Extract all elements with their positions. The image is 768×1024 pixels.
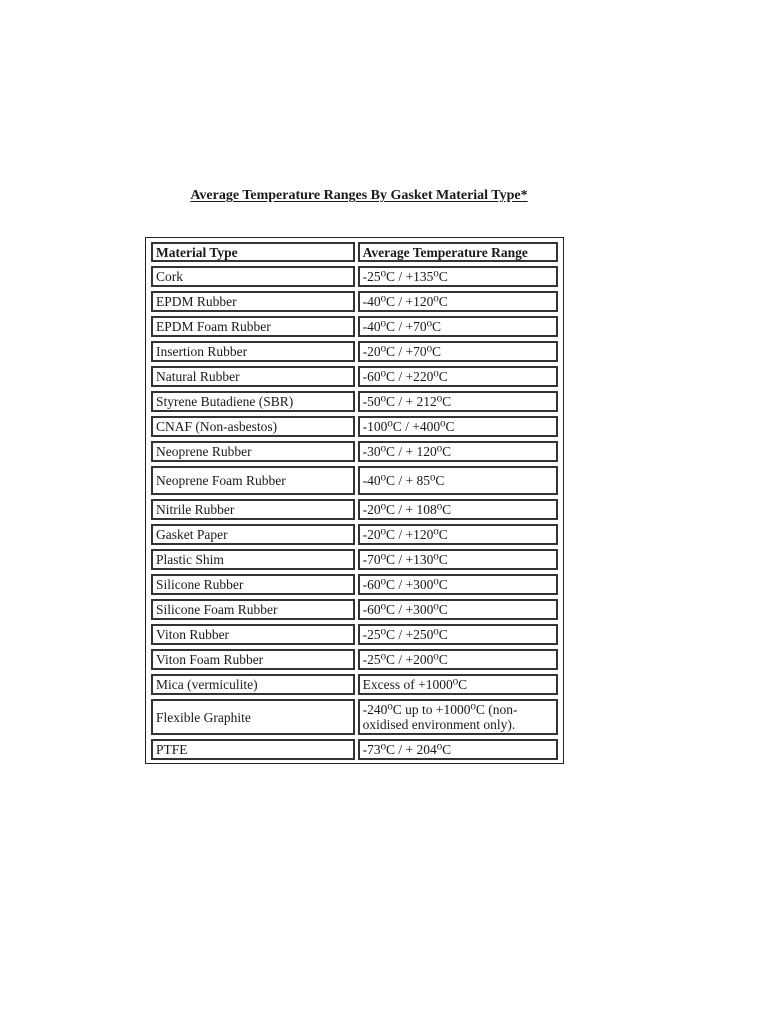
range-cell: -240⁰C up to +1000⁰C (non-oxidised environment only). [358, 699, 558, 735]
table-row [151, 391, 558, 412]
range-cell: -30⁰C / + 120⁰C [358, 441, 558, 462]
range-cell: -40⁰C / +70⁰C [358, 316, 558, 337]
table-row [151, 416, 558, 437]
range-cell: -25⁰C / +135⁰C [358, 266, 558, 287]
table-row [151, 291, 558, 312]
temperature-table-frame [145, 237, 564, 764]
material-cell: Natural Rubber [151, 366, 355, 387]
material-cell: Silicone Foam Rubber [151, 599, 355, 620]
header-material-type: Material Type [151, 242, 355, 262]
table-row [151, 624, 558, 645]
material-cell: Flexible Graphite [151, 699, 355, 735]
range-cell: -40⁰C / + 85⁰C [358, 466, 558, 495]
range-cell: -73⁰C / + 204⁰C [358, 739, 558, 760]
header-temperature-range: Average Temperature Range [358, 242, 558, 262]
material-cell: PTFE [151, 739, 355, 760]
table-row [151, 649, 558, 670]
material-cell: Plastic Shim [151, 549, 355, 570]
material-cell: Nitrile Rubber [151, 499, 355, 520]
material-cell: Gasket Paper [151, 524, 355, 545]
material-cell: Insertion Rubber [151, 341, 355, 362]
table-row [151, 316, 558, 337]
material-cell: Silicone Rubber [151, 574, 355, 595]
table-row [151, 574, 558, 595]
table-row [151, 499, 558, 520]
range-cell: -25⁰C / +200⁰C [358, 649, 558, 670]
document-title: Average Temperature Ranges By Gasket Material Type* [190, 188, 528, 203]
material-cell: CNAF (Non-asbestos) [151, 416, 355, 437]
range-cell: -50⁰C / + 212⁰C [358, 391, 558, 412]
range-cell: -20⁰C / +70⁰C [358, 341, 558, 362]
range-cell: -25⁰C / +250⁰C [358, 624, 558, 645]
material-cell: EPDM Rubber [151, 291, 355, 312]
table-row [151, 739, 558, 760]
table-row [151, 366, 558, 387]
material-cell: Mica (vermiculite) [151, 674, 355, 695]
material-cell: Cork [151, 266, 355, 287]
table-row [151, 599, 558, 620]
table-row [151, 266, 558, 287]
material-cell: EPDM Foam Rubber [151, 316, 355, 337]
range-cell: -40⁰C / +120⁰C [358, 291, 558, 312]
material-cell: Viton Foam Rubber [151, 649, 355, 670]
range-cell: -60⁰C / +300⁰C [358, 574, 558, 595]
range-cell: -100⁰C / +400⁰C [358, 416, 558, 437]
material-cell: Neoprene Rubber [151, 441, 355, 462]
range-cell: -20⁰C / +120⁰C [358, 524, 558, 545]
range-cell: -60⁰C / +220⁰C [358, 366, 558, 387]
range-cell: Excess of +1000⁰C [358, 674, 558, 695]
table-header-row [151, 242, 558, 262]
material-cell: Styrene Butadiene (SBR) [151, 391, 355, 412]
material-cell: Neoprene Foam Rubber [151, 466, 355, 495]
table-row [151, 341, 558, 362]
table-row [151, 674, 558, 695]
table-row [151, 549, 558, 570]
temperature-table [148, 238, 561, 764]
table-row [151, 699, 558, 735]
range-cell: -20⁰C / + 108⁰C [358, 499, 558, 520]
range-cell: -70⁰C / +130⁰C [358, 549, 558, 570]
range-cell: -60⁰C / +300⁰C [358, 599, 558, 620]
material-cell: Viton Rubber [151, 624, 355, 645]
table-row [151, 466, 558, 495]
table-row [151, 524, 558, 545]
table-row [151, 441, 558, 462]
